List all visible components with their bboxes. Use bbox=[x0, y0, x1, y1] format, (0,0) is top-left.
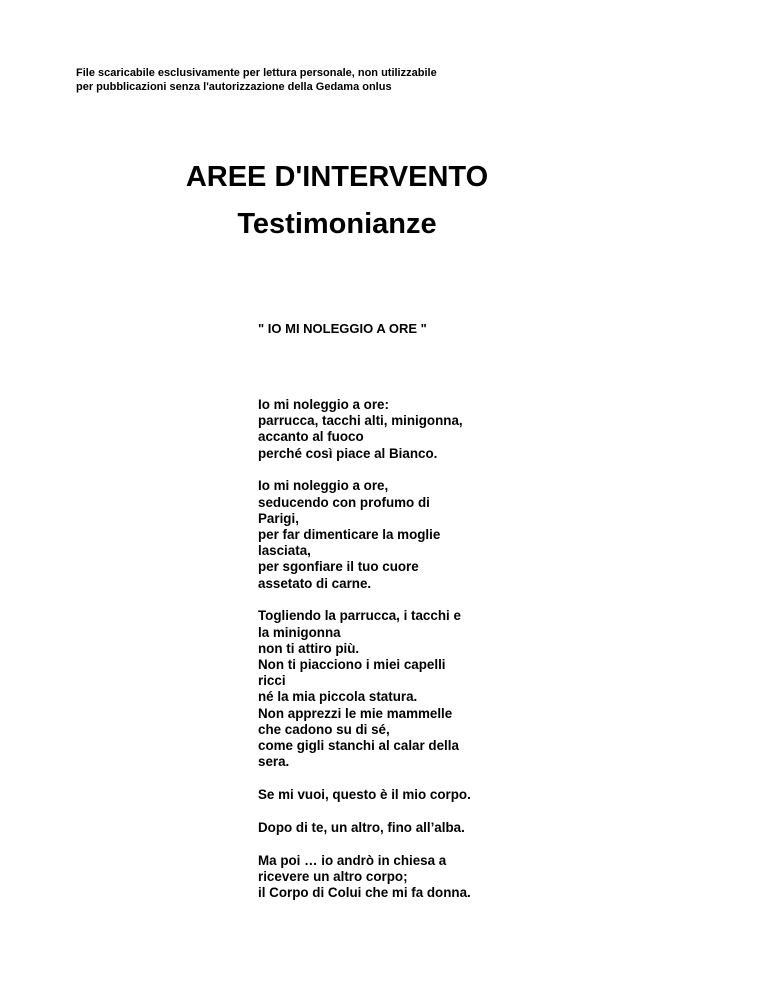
copyright-notice bbox=[76, 66, 556, 94]
poem-line: assetato di carne. bbox=[258, 575, 372, 591]
stanza bbox=[258, 397, 528, 462]
poem-line: Io mi noleggio a ore: bbox=[258, 397, 389, 412]
poem-line: per sgonfiare il tuo cuore bbox=[258, 559, 419, 575]
poem-title: " IO MI NOLEGGIO A ORE " bbox=[258, 321, 427, 336]
poem-body bbox=[258, 397, 528, 918]
page-title: AREE D'INTERVENTO bbox=[185, 161, 489, 193]
poem-line: Parigi, bbox=[258, 510, 299, 526]
page-subtitle: Testimonianze bbox=[237, 208, 437, 240]
poem-line: che cadono su di sé, bbox=[258, 721, 390, 737]
notice-line-2: per pubblicazioni senza l'autorizzazione della Gedama onlus bbox=[76, 81, 392, 93]
poem-line: lasciata, bbox=[258, 543, 311, 559]
poem-line: non ti attiro più. bbox=[258, 640, 360, 656]
poem-line: Non apprezzi le mie mammelle bbox=[258, 705, 453, 721]
poem-line: accanto al fuoco bbox=[258, 429, 364, 445]
stanza bbox=[258, 820, 528, 836]
poem-line: Togliendo la parrucca, i tacchi e bbox=[258, 608, 461, 624]
poem-line: ricevere un altro corpo; bbox=[258, 868, 408, 884]
poem-line: seducendo con profumo di bbox=[258, 494, 430, 510]
stanza bbox=[258, 608, 528, 770]
poem-line: ricci bbox=[258, 673, 286, 689]
poem-line: il Corpo di Colui che mi fa donna. bbox=[258, 885, 471, 901]
poem-line: Io mi noleggio a ore, bbox=[258, 478, 389, 494]
stanza bbox=[258, 853, 528, 902]
poem-line: né la mia piccola statura. bbox=[258, 689, 418, 705]
stanza bbox=[258, 787, 528, 803]
stanza bbox=[258, 478, 528, 591]
poem-line: parrucca, tacchi alti, minigonna, bbox=[258, 413, 463, 429]
poem-line: sera. bbox=[258, 754, 290, 770]
poem-line: Se mi vuoi, questo è il mio corpo. bbox=[258, 787, 471, 803]
poem-line: per far dimenticare la moglie bbox=[258, 527, 441, 543]
poem-line: la minigonna bbox=[258, 624, 341, 640]
notice-line-1: File scaricabile esclusivamente per lettura personale, non utilizzabile bbox=[76, 67, 437, 79]
poem-line: Dopo di te, un altro, fino all’alba. bbox=[258, 819, 465, 835]
poem-line: Non ti piacciono i miei capelli bbox=[258, 657, 446, 673]
poem-line: Ma poi … io andrò in chiesa a bbox=[258, 852, 447, 868]
poem-line: perché così piace al Bianco. bbox=[258, 445, 438, 461]
poem-line: come gigli stanchi al calar della bbox=[258, 738, 459, 754]
